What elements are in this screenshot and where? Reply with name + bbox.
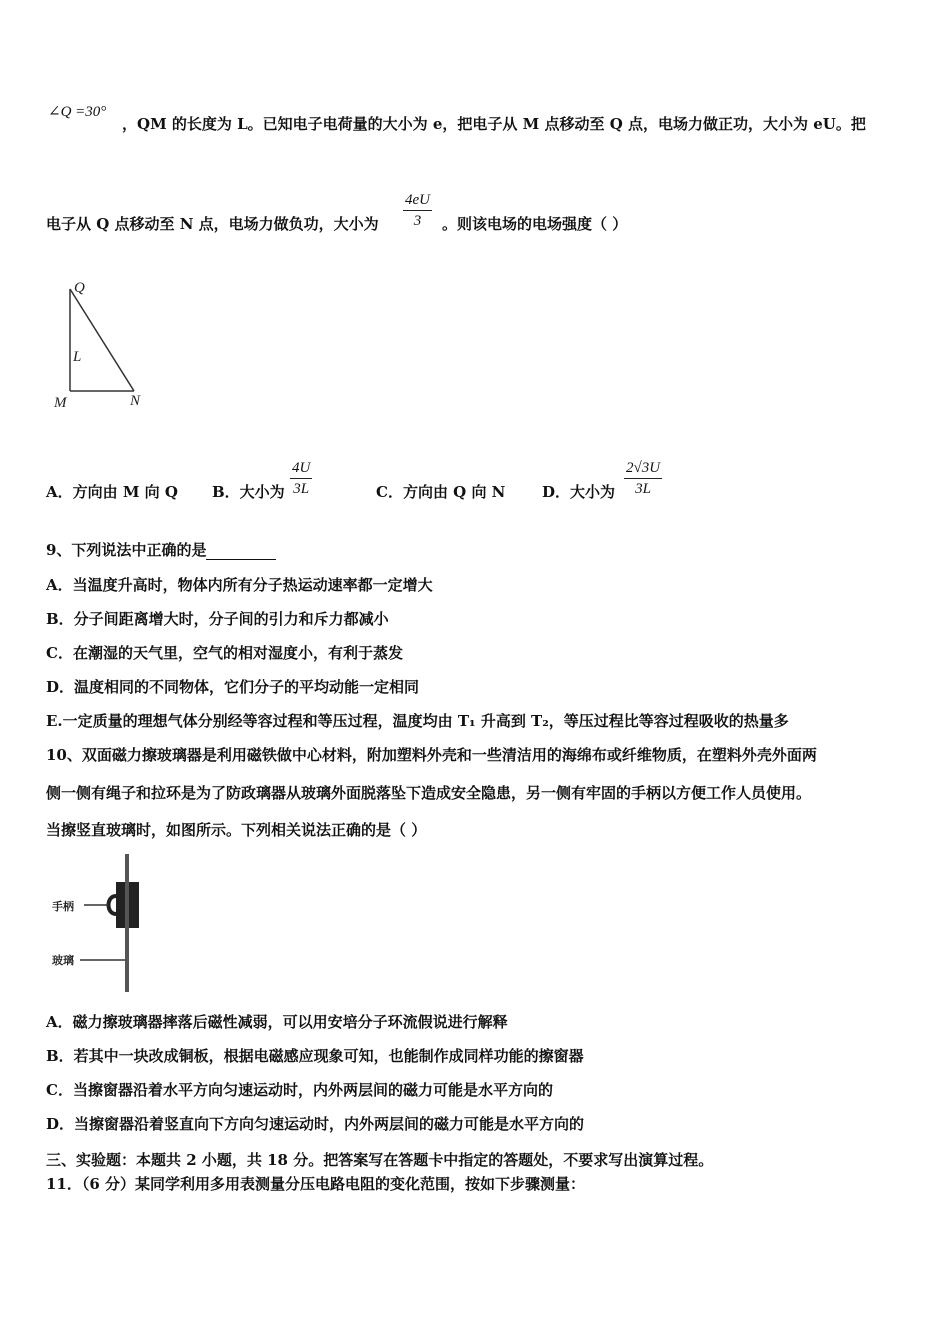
q10-option-d: D．当擦窗器沿着竖直向下方向匀速运动时，内外两层间的磁力可能是水平方向的 bbox=[46, 1115, 585, 1133]
frac-denominator: 3L bbox=[635, 481, 651, 497]
q9-option-e: E.一定质量的理想气体分别经等容过程和等压过程，温度均由 T₁ 升高到 T₂，等压过程比等容过程吸收的热量多 bbox=[46, 712, 789, 730]
frac-numerator: 2√3U bbox=[624, 458, 662, 479]
frac-denominator: 3 bbox=[413, 213, 422, 229]
section-3-heading: 三、实验题：本题共 2 小题，共 18 分。把答案写在答题卡中指定的答题处，不要求写出演算过程。 bbox=[46, 1151, 714, 1169]
q10-option-a: A．磁力擦玻璃器摔落后磁性减弱，可以用安培分子环流假说进行解释 bbox=[46, 1013, 508, 1031]
answer-blank bbox=[206, 543, 276, 560]
q9-stem-text: 9、下列说法中正确的是 bbox=[46, 541, 207, 559]
frac-denominator: 3L bbox=[293, 481, 310, 497]
q8-line2-tail: 。则该电场的电场强度（ ） bbox=[442, 215, 628, 233]
q8-option-d-fraction bbox=[624, 458, 662, 499]
q8-fraction-4eU-3 bbox=[403, 190, 432, 231]
frac-numerator: 4eU bbox=[403, 190, 432, 211]
angle-q-formula: ∠Q =30° bbox=[48, 104, 107, 120]
label-l: L bbox=[73, 349, 82, 365]
q8-line1: ，QM 的长度为 L。已知电子电荷量的大小为 e，把电子从 M 点移动至 Q 点，电场力做正功，大小为 eU。把 bbox=[122, 115, 866, 133]
q8-option-b-fraction bbox=[290, 458, 312, 499]
triangle-figure bbox=[50, 275, 160, 415]
label-q: Q bbox=[74, 280, 85, 296]
q9-stem bbox=[46, 540, 276, 560]
window-cleaner-figure bbox=[50, 852, 160, 997]
label-handle: 手柄 bbox=[52, 900, 74, 913]
q8-option-a: A．方向由 M 向 Q bbox=[46, 483, 178, 501]
q10-line2: 侧一侧有绳子和拉环是为了防政璃器从玻璃外面脱落坠下造成安全隐患，另一侧有牢固的手柄以方便工作人员使用。 bbox=[46, 784, 812, 802]
glass-pane bbox=[125, 854, 129, 992]
label-glass: 玻璃 bbox=[52, 954, 74, 967]
outer-cleaner bbox=[129, 882, 139, 928]
q10-option-c: C．当擦窗器沿着水平方向匀速运动时，内外两层间的磁力可能是水平方向的 bbox=[46, 1081, 553, 1099]
q11-stem: 11．（6 分）某同学利用多用表测量分压电路电阻的变化范围，按如下步骤测量： bbox=[46, 1175, 586, 1193]
q10-line3: 当擦竖直玻璃时，如图所示。下列相关说法正确的是（ ） bbox=[46, 821, 427, 839]
q8-option-c: C．方向由 Q 向 N bbox=[376, 483, 506, 501]
label-n: N bbox=[130, 393, 141, 409]
inner-cleaner bbox=[116, 882, 125, 928]
side-qn bbox=[70, 289, 134, 391]
handle-icon bbox=[109, 896, 117, 914]
q8-option-b: B．大小为 bbox=[212, 483, 285, 501]
q10-line1: 10、双面磁力擦玻璃器是利用磁铁做中心材料，附加塑料外壳和一些清洁用的海绵布或纤维物质，在塑料外壳外面两 bbox=[46, 746, 817, 764]
q8-line2: 电子从 Q 点移动至 N 点，电场力做负功，大小为 bbox=[46, 215, 379, 233]
q9-option-d: D．温度相同的不同物体，它们分子的平均动能一定相同 bbox=[46, 678, 420, 696]
q8-option-d: D．大小为 bbox=[542, 483, 616, 501]
q9-option-c: C．在潮湿的天气里，空气的相对湿度小，有利于蒸发 bbox=[46, 644, 403, 662]
q9-option-b: B．分子间距离增大时，分子间的引力和斥力都减小 bbox=[46, 610, 389, 628]
q10-option-b: B．若其中一块改成铜板，根据电磁感应现象可知，也能制作成同样功能的擦窗器 bbox=[46, 1047, 584, 1065]
label-m: M bbox=[54, 395, 67, 411]
q9-option-a: A．当温度升高时，物体内所有分子热运动速率都一定增大 bbox=[46, 576, 433, 594]
frac-numerator: 4U bbox=[290, 458, 312, 479]
